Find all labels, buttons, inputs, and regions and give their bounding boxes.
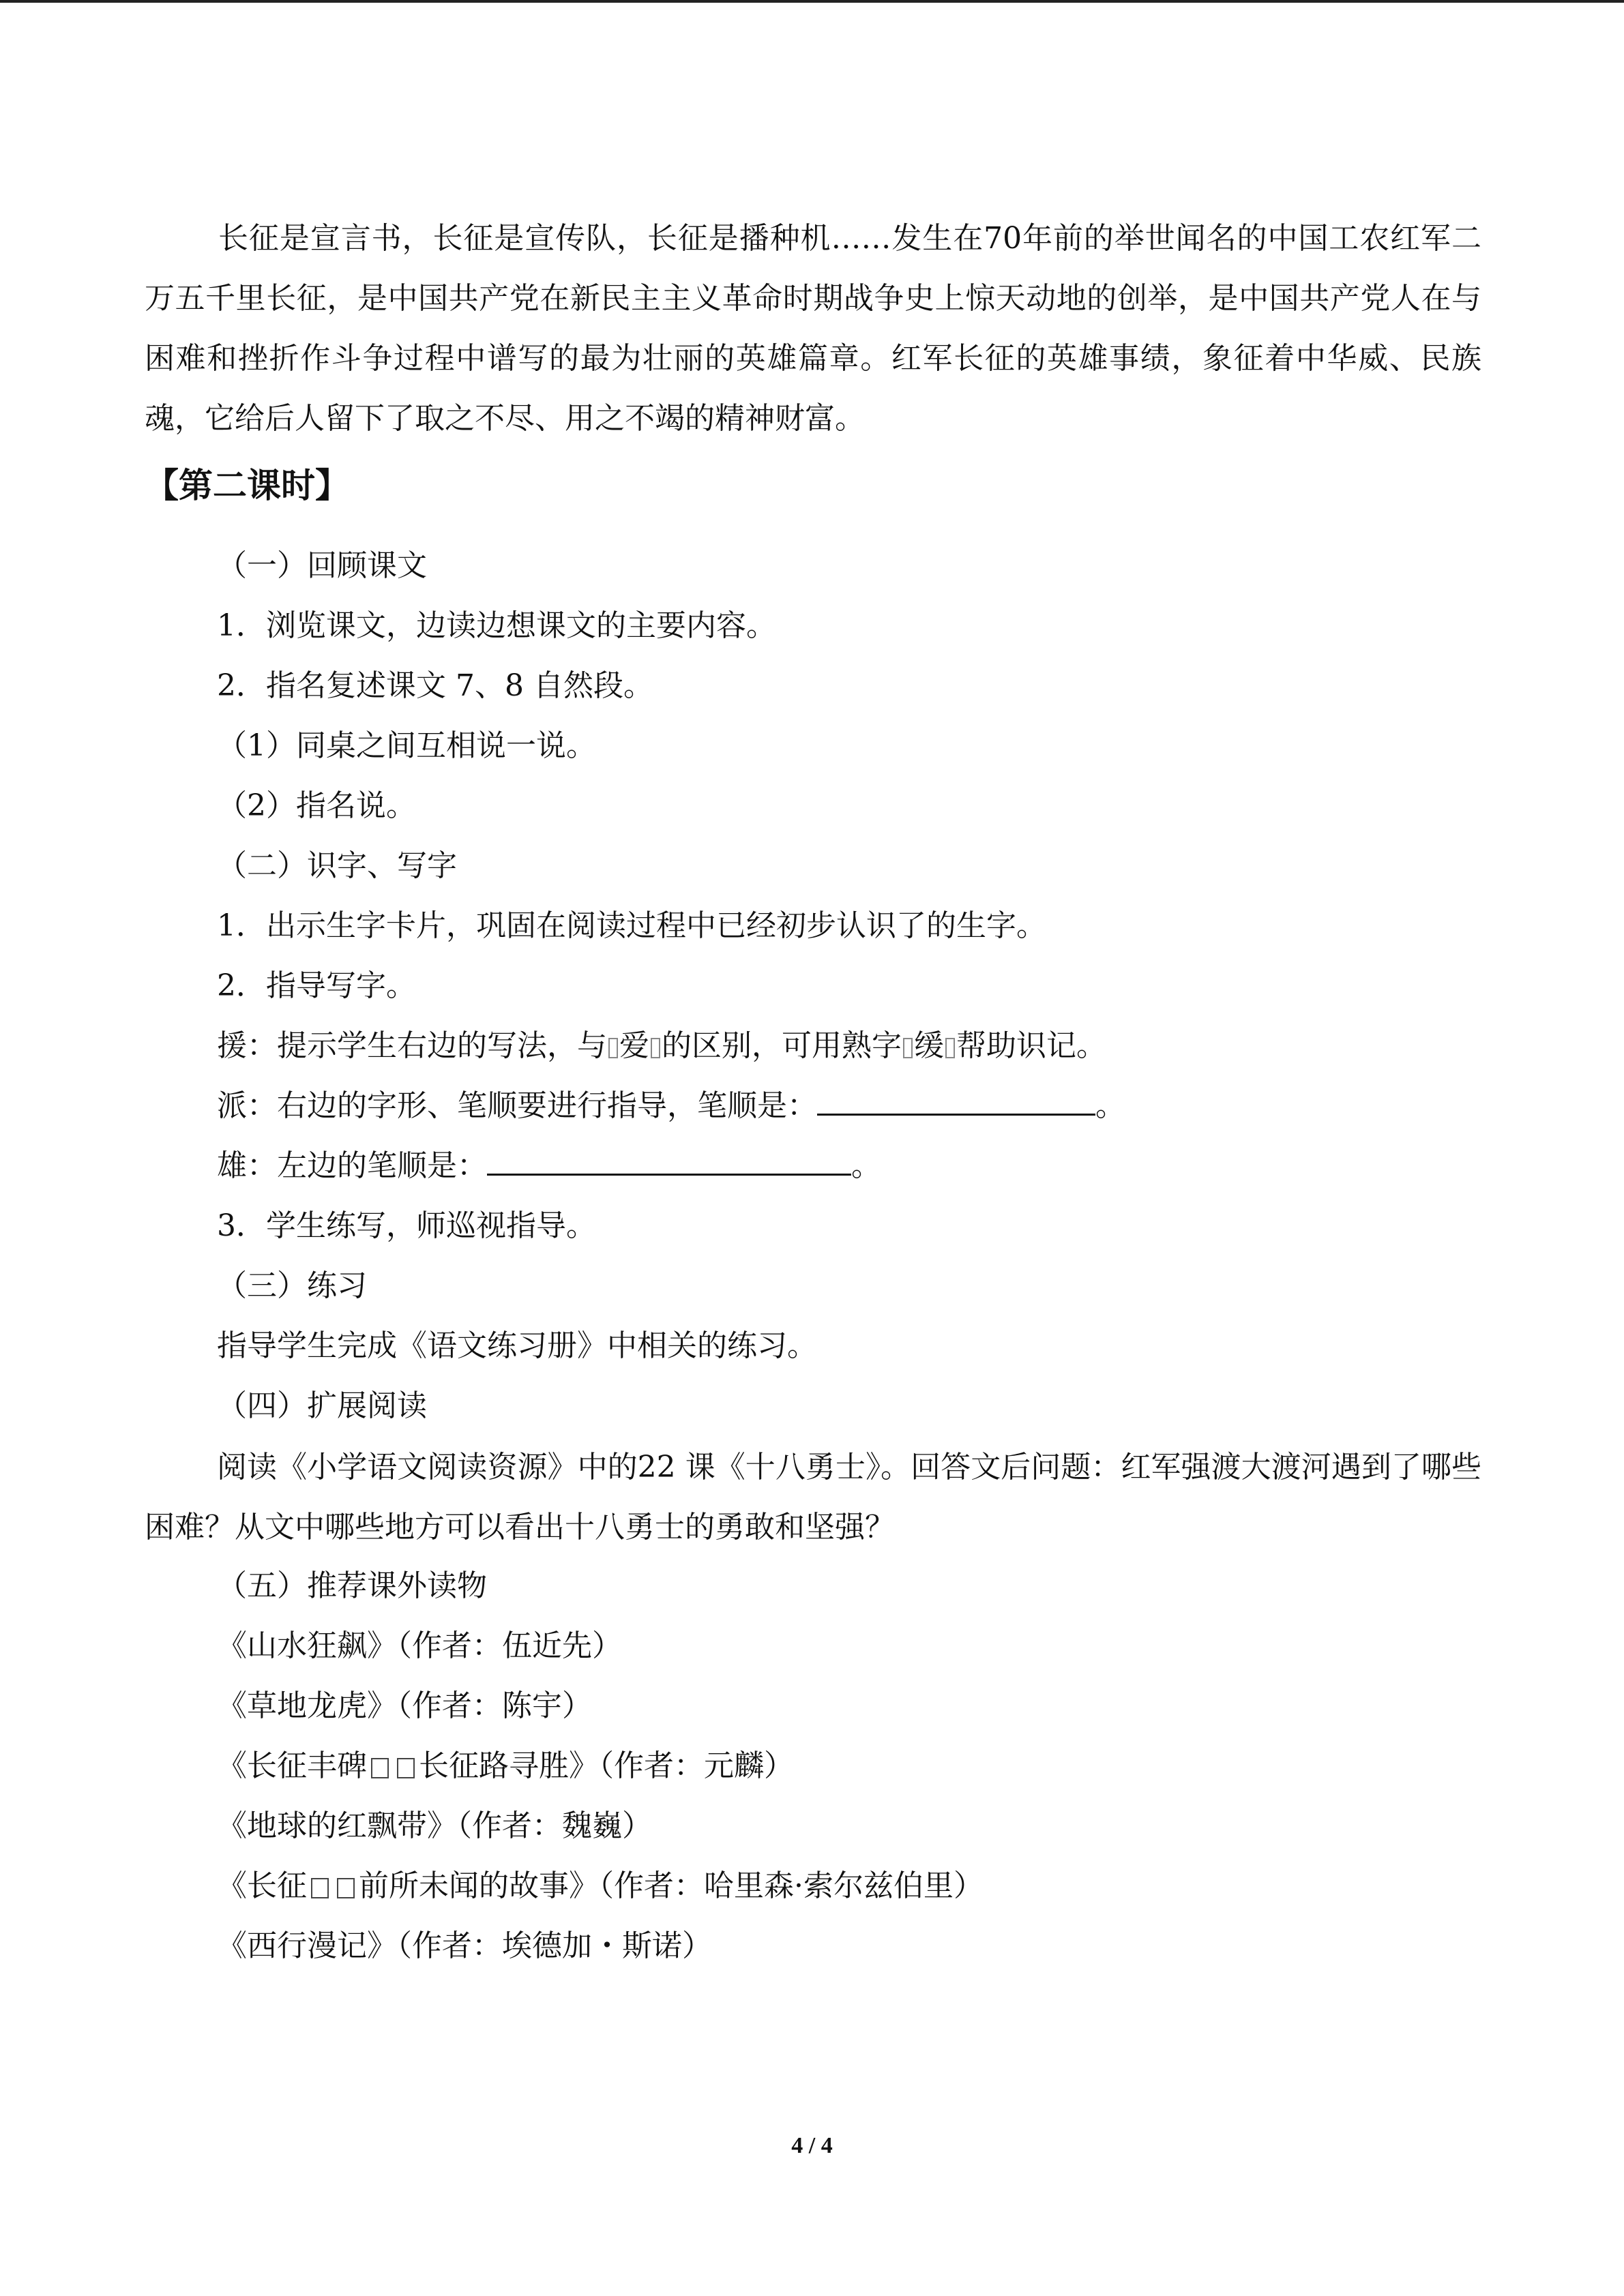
book3-part-b: 长征路寻胜》（作者：元麟）: [419, 1748, 794, 1783]
book5-part-b: 前所未闻的故事》（作者：哈里森·索尔兹伯里）: [359, 1868, 984, 1903]
section-heading: 【第二课时】: [145, 466, 349, 505]
yuan-text-b: 爱: [619, 1028, 649, 1063]
book-item: [217, 1746, 794, 1787]
yuan-text-d: 缓: [914, 1028, 944, 1063]
s1-item-1: 1．浏览课文，边读边想课文的主要内容。: [217, 608, 776, 643]
yuan-text-e: 帮助识记。: [956, 1028, 1106, 1063]
s1-sub-2: （2）指名说。: [217, 788, 416, 823]
book3-part-a: 《长征丰碑: [217, 1748, 367, 1783]
pai-text: 派：右边的字形、笔顺要进行指导，笔顺是：: [217, 1088, 817, 1123]
s1-sub-1: （1）同桌之间互相说一说。: [217, 728, 596, 763]
section-5-title: （五）推荐课外读物: [217, 1568, 487, 1603]
quote-box-open: [608, 1038, 618, 1058]
pai-end: 。: [1095, 1088, 1125, 1123]
book-item: 《地球的红飘带》（作者：魏巍）: [217, 1808, 652, 1843]
missing-glyph-box: [371, 1758, 389, 1778]
book-item: 《草地龙虎》（作者：陈宇）: [217, 1688, 592, 1723]
stroke-order-blank: [817, 1113, 1095, 1116]
quote-box-close: [945, 1038, 955, 1058]
s2-item-1: 1．出示生字卡片，巩固在阅读过程中已经初步认识了的生字。: [217, 908, 1046, 943]
intro-paragraph: 长征是宣言书，长征是宣传队，长征是播种机……发生在70年前的举世闻名的中国工农红军二万五千里长征，是中国共产党在新民主主义革命时期战争史上惊天动地的创举，是中国共产党人在与困难和挫折作斗争过程中谱写的最为壮丽的英雄篇章。红军长征的英雄事绩，象征着中华威、民族魂，它给后人留下了取之不尽、用之不竭的精神财富。: [145, 221, 1481, 436]
yuan-text-c: 的区别，可用熟字: [662, 1028, 902, 1063]
section-2-title: （二）识字、写字: [217, 848, 457, 883]
s2-item-3: 3．学生练写，师巡视指导。: [217, 1208, 596, 1243]
book-item: [217, 1866, 984, 1907]
s2-item-2: 2．指导写字。: [217, 968, 416, 1003]
s1-item-2: 2．指名复述课文 7、8 自然段。: [217, 668, 653, 703]
book-item: 《西行漫记》（作者：埃德加・斯诺）: [217, 1928, 712, 1963]
s4-text: 阅读《小学语文阅读资源》中的22 课《十八勇士》。回答文后问题：红军强渡大渡河遇到了哪些困难？从文中哪些地方可以看出十八勇士的勇敢和坚强？: [145, 1450, 1481, 1545]
s3-text: 指导学生完成《语文练习册》中相关的练习。: [217, 1328, 817, 1363]
section-1-title: （一）回顾课文: [217, 548, 427, 583]
yuan-note: [217, 1026, 1106, 1067]
xiong-text: 雄：左边的笔顺是：: [217, 1148, 487, 1183]
section-3-title: （三）练习: [217, 1268, 367, 1303]
top-border: [0, 0, 1624, 3]
xiong-note: [217, 1146, 881, 1187]
xiong-end: 。: [851, 1148, 881, 1183]
quote-box-open: [903, 1038, 913, 1058]
missing-glyph-box: [397, 1758, 415, 1778]
yuan-text-a: 援：提示学生右边的写法，与: [217, 1028, 607, 1063]
pai-note: [217, 1086, 1125, 1127]
book5-part-a: 《长征: [217, 1868, 307, 1903]
missing-glyph-box: [337, 1878, 355, 1898]
missing-glyph-box: [311, 1878, 329, 1898]
stroke-order-blank: [487, 1173, 851, 1176]
page-number: 4 / 4: [791, 2133, 833, 2158]
book-item: 《山水狂飙》（作者：伍近先）: [217, 1628, 622, 1663]
section-4-title: （四）扩展阅读: [217, 1388, 427, 1423]
quote-box-close: [651, 1038, 660, 1058]
